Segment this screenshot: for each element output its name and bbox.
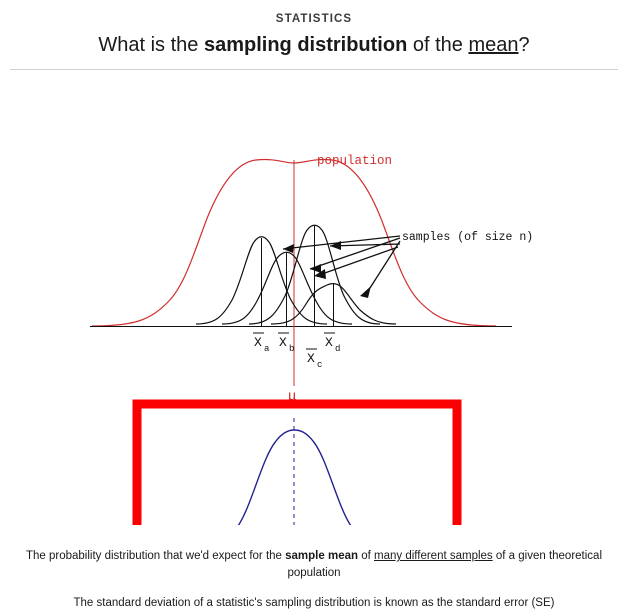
title-part-5: ? <box>518 34 530 56</box>
caption2-bold: standard deviation <box>96 597 191 610</box>
caption1-part-3: of <box>358 550 374 562</box>
svg-text:b: b <box>289 344 295 354</box>
caption1-part-1: The probability distribution that we'd expect for the <box>25 550 286 562</box>
caption1-underline: many different samples <box>374 550 493 562</box>
caption2-part-5: (SE) <box>528 597 555 610</box>
caption2-part-1: The <box>73 597 97 610</box>
title-part-bold: sampling distribution <box>203 34 408 56</box>
svg-text:a: a <box>264 344 270 354</box>
sample-arrows <box>283 236 400 288</box>
caption-line-2 <box>12 595 616 612</box>
sampling-distribution-panel <box>142 409 452 525</box>
svg-text:X: X <box>254 335 262 350</box>
caption2-underline: standard error <box>456 597 529 610</box>
svg-text:X: X <box>325 335 333 350</box>
mu-label: μ <box>288 389 297 405</box>
svg-text:c: c <box>317 360 323 370</box>
page-title <box>0 33 628 57</box>
title-part-1: What is the <box>98 34 204 56</box>
svg-text:X: X <box>307 351 315 366</box>
svg-text:X: X <box>279 335 287 350</box>
caption-line-1 <box>12 548 616 581</box>
xbar-labels <box>253 333 340 370</box>
svg-text:d: d <box>335 344 341 354</box>
kicker-label: STATISTICS <box>275 13 353 25</box>
figure-diagram <box>0 70 628 525</box>
caption-block <box>0 548 628 612</box>
sample-arrowheads <box>283 241 371 298</box>
caption2-part-3: of a statistic's sampling distribution is known as the <box>190 597 457 610</box>
caption1-part-5: of a given theoretical population <box>287 550 603 579</box>
title-part-3: of the <box>407 34 469 56</box>
samples-label: samples (of size n) <box>402 231 534 244</box>
caption1-bold: sample mean <box>285 550 359 562</box>
population-label: population <box>317 154 393 168</box>
title-part-underline: mean <box>468 34 519 56</box>
